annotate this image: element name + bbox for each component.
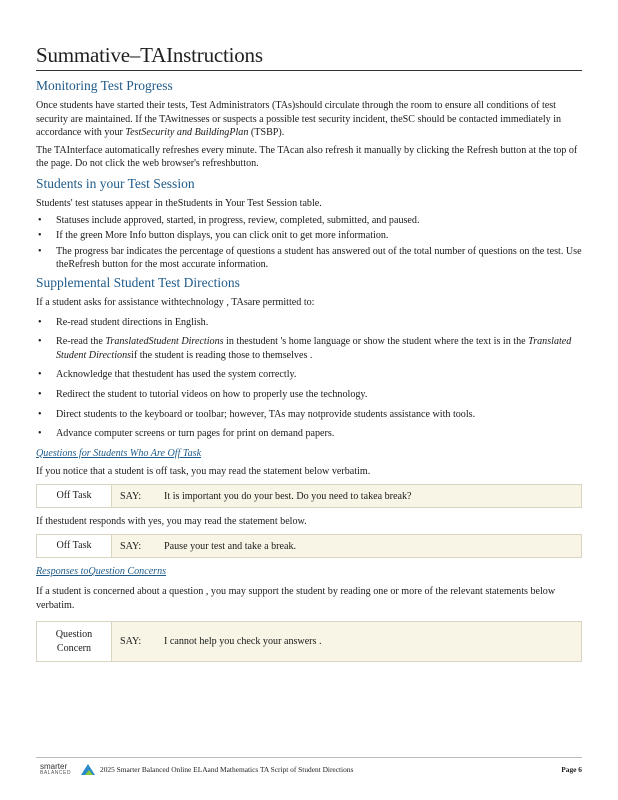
page-title: Summative–TAInstructions bbox=[36, 42, 582, 71]
list-item: • Redirect the student to tutorial videos on how to properly use the technology. bbox=[38, 388, 368, 400]
list-item: • Advance computer screens or turn pages for print on demand papers. bbox=[38, 428, 335, 440]
list-item: • Re-read the TranslatedStudent Directions in thestudent 's home language or show the student where the text is in the Translated Student Directionsif the student is reading those to themselves . bbox=[38, 336, 572, 361]
supplemental-intro: If a student asks for assistance withtechnology , TAsare permitted to: bbox=[36, 296, 315, 308]
list-item: • The progress bar indicates the percentage of questions a student has answered out of the total number of questions on the test. Use theRefresh button for the most accurate information. bbox=[38, 245, 582, 271]
say-box-content bbox=[112, 485, 581, 507]
say-box-label: Question Concern bbox=[37, 622, 112, 661]
say-box-label: Off Task bbox=[37, 535, 112, 557]
list-item: • Direct students to the keyboard or toolbar; however, TAs may notprovide students assistance with tools. bbox=[38, 408, 476, 420]
list-item: • Re-read student directions in English. bbox=[38, 316, 209, 328]
say-box-label: Off Task bbox=[37, 485, 112, 507]
logo-triangle-small-icon bbox=[85, 770, 93, 775]
say-text: I cannot help you check your answers . bbox=[164, 636, 322, 648]
say-label: SAY: bbox=[120, 540, 142, 552]
question-concerns-link[interactable]: Responses toQuestion Concerns bbox=[36, 566, 167, 578]
say-text: It is important you do your best. Do you need to takea break? bbox=[164, 490, 412, 502]
off-task-intro: If you notice that a student is off task, you may read the statement below verbatim. bbox=[36, 465, 371, 477]
off-task-link[interactable]: Questions for Students Who Are Off Task bbox=[36, 447, 202, 459]
students-bullets bbox=[36, 214, 582, 272]
say-box-content bbox=[112, 622, 581, 661]
list-item: • Statuses include approved, started, in progress, review, completed, submitted, and paused. bbox=[38, 214, 420, 226]
list-item: • If the green More Info button displays, you can click onit to get more information. bbox=[38, 230, 389, 242]
monitoring-paragraph-1: Once students have started their tests, Test Administrators (TAs)should circulate through the room to ensure all conditions of test security are maintained. If the TAwitnesses or suspects a possible test security incident, theSC should be contacted immediately in accordance with your TestSecurity and BuildingPlan (TSBP). bbox=[36, 100, 562, 139]
page-footer bbox=[36, 757, 582, 782]
say-label: SAY: bbox=[120, 636, 142, 648]
logo-text-top: smarter bbox=[40, 762, 68, 771]
say-text: Pause your test and take a break. bbox=[164, 540, 297, 552]
heading-monitoring: Monitoring Test Progress bbox=[36, 78, 173, 93]
heading-students: Students in your Test Session bbox=[36, 175, 195, 191]
students-intro: Students' test statuses appear in theStudents in Your Test Session table. bbox=[36, 197, 322, 209]
page bbox=[36, 42, 582, 669]
off-task-followup: If thestudent responds with yes, you may read the statement below. bbox=[36, 515, 307, 527]
say-box-question-concern bbox=[36, 621, 582, 662]
logo-text-bottom: BALANCED bbox=[40, 770, 71, 776]
footer-text: 2025 Smarter Balanced Online ELAand Mathematics TA Script of Student Directions bbox=[100, 765, 354, 774]
heading-supplemental: Supplemental Student Test Directions bbox=[36, 274, 240, 290]
say-box-content bbox=[112, 535, 581, 557]
say-box-off-task-2 bbox=[36, 534, 582, 558]
say-box-off-task-1 bbox=[36, 484, 582, 508]
monitoring-paragraph-2: The TAInterface automatically refreshes every minute. The TAcan also refresh it manually by clicking the Refresh button at the top of the page. Do not click the web browser's refreshbutton. bbox=[36, 144, 578, 170]
concerns-intro: If a student is concerned about a question , you may support the student by reading one or more of the relevant statements below verbatim. bbox=[36, 586, 556, 611]
list-item: • Acknowledge that thestudent has used the system correctly. bbox=[38, 369, 297, 381]
say-label: SAY: bbox=[120, 490, 142, 502]
smarter-balanced-logo bbox=[40, 762, 100, 780]
supplemental-bullets bbox=[36, 316, 582, 441]
page-number: Page 6 bbox=[561, 765, 582, 774]
